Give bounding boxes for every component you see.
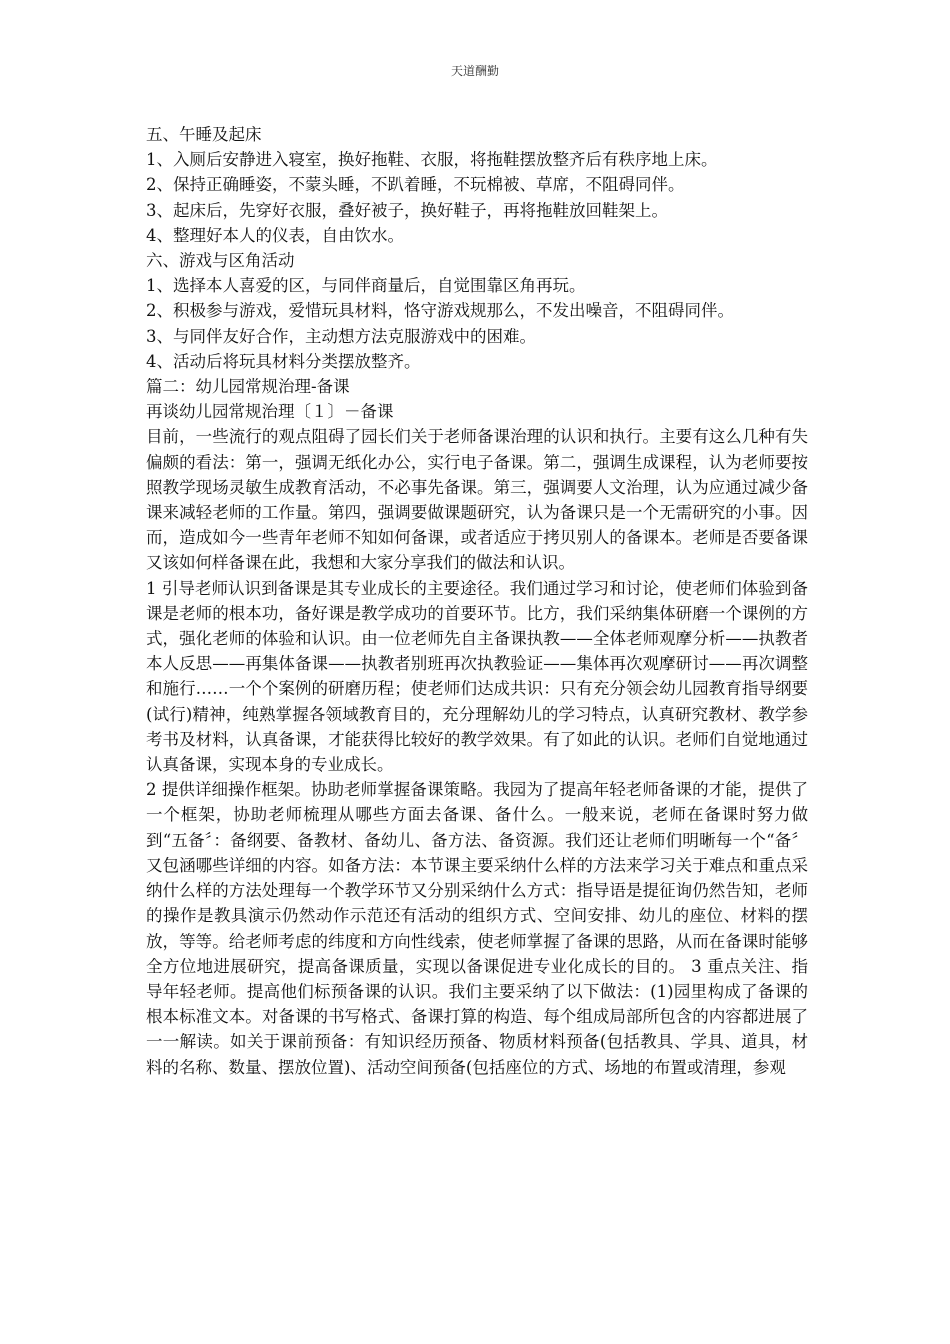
article-title: 篇二：幼儿园常规治理-备课: [146, 377, 350, 397]
page-header: 天道酬勤: [450, 64, 499, 78]
article-subtitle: 再谈幼儿园常规治理〔１〕－备课: [146, 402, 394, 422]
rule-item: 1、选择本人喜爱的区，与同伴商量后，自觉围靠区角再玩。: [146, 276, 586, 296]
section-heading: 六、游戏与区角活动: [146, 251, 295, 271]
rule-item: 3、起床后，先穿好衣服，叠好被子，换好鞋子，再将拖鞋放回鞋架上。: [146, 200, 668, 220]
rule-item: 4、活动后将玩具材料分类摆放整齐。: [146, 351, 421, 371]
rule-item: 2、积极参与游戏，爱惜玩具材料，恪守游戏规那么，不发出噪音，不阻碍同伴。: [146, 301, 734, 321]
rule-item: 4、整理好本人的仪表，自由饮水。: [146, 225, 404, 245]
rule-item: 3、与同伴友好合作，主动想方法克服游戏中的困难。: [146, 326, 536, 346]
document-body: [146, 122, 808, 1080]
body-paragraph: 目前，一些流行的观点阻碍了园长们关于老师备课治理的认识和执行。主要有这么几种有失偏颇的看法：第一，强调无纸化办公，实行电子备课。第二，强调生成课程，认为老师要按照教学现场灵敏生成教育活动，不必事先备课。第三，强调要人文治理，认为应通过减少备课来减轻老师的工作量。第四，强调要做课题研究，认为备课只是一个无需研究的小事。因而，造成如今一些青年老师不知如何备课，或者适应于拷贝别人的备课本。老师是否要备课又该如何样备课在此，我想和大家分享我们的做法和认识。: [146, 427, 808, 573]
rule-item: 1、入厕后安静进入寝室，换好拖鞋、衣服，将拖鞋摆放整齐后有秩序地上床。: [146, 150, 718, 170]
section-heading: 五、午睡及起床: [146, 125, 262, 144]
body-paragraph: 2 提供详细操作框架。协助老师掌握备课策略。我园为了提高年轻老师备课的才能，提供了一个框架，协助老师梳理从哪些方面去备课、备什么。一般来说，老师在备课时努力做到“五备〞：备纲要、备教材、备幼儿、备方法、备资源。我们还让老师们明晰每一个“备〞又包涵哪些详细的内容。如备方法：本节课主要采纳什么样的方法来学习关于难点和重点采纳什么样的方法处理每一个教学环节又分别采纳什么方式：指导语是提征询仍然告知，老师的操作是教具演示仍然动作示范还有活动的组织方式、空间安排、幼儿的座位、材料的摆放，等等。给老师考虑的纬度和方向性线索，使老师掌握了备课的思路，从而在备课时能够全方位地进展研究，提高备课质量，实现以备课促进专业化成长的目的。 3 重点关注、指导年轻老师。提高他们标预备课的认识。我们主要采纳了以下做法：(1)园里构成了备课的根本标准文本。对备课的书写格式、备课打算的构造、每个组成局部所包含的内容都进展了一一解读。如关于课前预备：有知识经历预备、物质材料预备(包括教具、学具、道具，材料的名称、数量、摆放位置)、活动空间预备(包括座位的方式、场地的布置或清理，参观: [146, 780, 808, 1077]
rule-item: 2、保持正确睡姿，不蒙头睡，不趴着睡，不玩棉被、草席，不阻碍同伴。: [146, 175, 685, 195]
body-paragraph: 1 引导老师认识到备课是其专业成长的主要途径。我们通过学习和讨论，使老师们体验到备课是老师的根本功，备好课是教学成功的首要环节。比方，我们采纳集体研磨一个课例的方式，强化老师的体验和认识。由一位老师先自主备课执教——全体老师观摩分析——执教者本人反思——再集体备课——执教者别班再次执教验证——集体再次观摩研讨——再次调整和施行……一个个案例的研磨历程；使老师们达成共识：只有充分领会幼儿园教育指导纲要(试行)精神，纯熟掌握各领域教育目的，充分理解幼儿的学习特点，认真研究教材、教学参考书及材料，认真备课，才能获得比较好的教学效果。有了如此的认识。老师们自觉地通过认真备课，实现本身的专业成长。: [146, 578, 808, 775]
